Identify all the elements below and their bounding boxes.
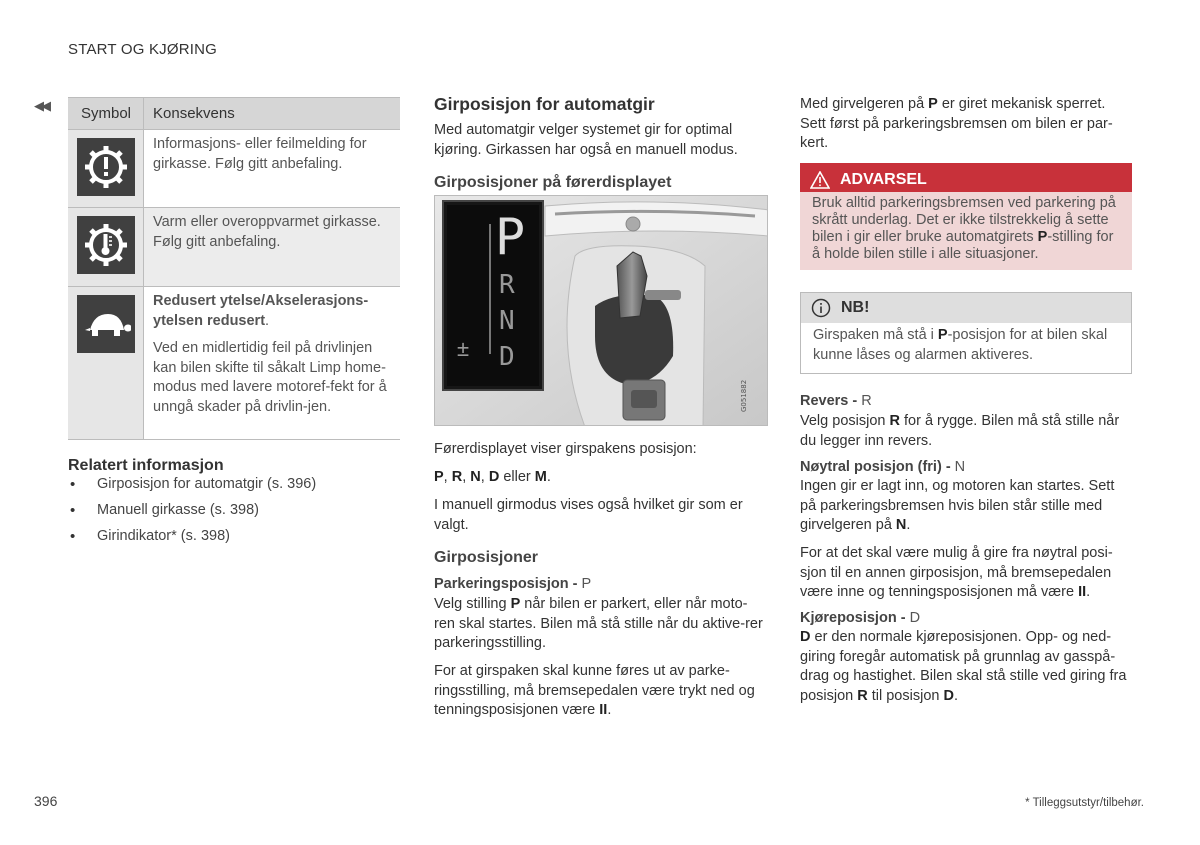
note-title: NB!: [841, 299, 870, 317]
gear-r-label: R: [499, 270, 515, 300]
table-header: [68, 97, 400, 129]
park-paragraph-2: For at girspaken skal kunne føres ut av parke-ringsstilling, må bremsepedalen være trykt ned og tenningsposisjonen være II.: [434, 663, 755, 718]
back-arrows-icon[interactable]: ◀◀: [34, 98, 48, 113]
neutral-title: Nøytral posisjon (fri) - N: [800, 459, 966, 475]
warning-box: [800, 163, 1132, 270]
subheading-positions: Girposisjoner: [434, 549, 539, 566]
intro-text: Med automatgir velger systemet gir for optimal kjøring. Girkassen har også en manuell modus.: [434, 122, 738, 158]
reverse-title: Revers - R: [800, 393, 872, 409]
related-link[interactable]: • Girindikator* (s. 398): [68, 528, 316, 554]
table-row: [68, 207, 400, 286]
warning-triangle-icon: [810, 171, 830, 189]
park-lock-paragraph: Med girvelgeren på P er giret mekanisk sperret. Sett først på parkeringsbremsen om bilen er par-kert.: [800, 96, 1113, 151]
reverse-paragraph: Velg posisjon R for å rygge. Bilen må stå stille når du legger inn revers.: [800, 413, 1120, 449]
column-header-consequence: Konsekvens: [153, 105, 235, 122]
consequence-text: Informasjons- eller feilmelding for girkasse. Følg gitt anbefaling.: [153, 136, 367, 172]
gear-positions-list: P, R, N, D eller M.: [434, 469, 551, 485]
related-info-title: Relatert informasjon: [68, 457, 224, 474]
warning-title: ADVARSEL: [840, 170, 927, 188]
table-row: [68, 129, 400, 207]
gear-track-line: [489, 224, 491, 354]
page-title: Girposisjon for automatgir: [434, 94, 655, 114]
gear-selector-illustration: [434, 195, 768, 426]
park-paragraph-1: Velg stilling P når bilen er parkert, eller når moto-ren skal startes. Bilen må stå stille når du aktive-rer parkeringsstilling.: [434, 596, 763, 651]
manual-mode-text: I manuell girmodus vises også hvilket gir som er valgt.: [434, 497, 743, 533]
footnote: * Tilleggsutstyr/tilbehør.: [1025, 797, 1144, 809]
consequence-text: Ved en midlertidig feil på drivlinjen kan bilen skifte til såkalt Limp home-modus med lavere motoref-fekt for å unngå skader på drivlin-jen.: [153, 340, 387, 415]
related-link[interactable]: • Girposisjon for automatgir (s. 396): [68, 476, 316, 502]
page-number: 396: [34, 793, 58, 809]
subheading-display: Girposisjoner på førerdisplayet: [434, 174, 672, 191]
gear-n-label: N: [499, 306, 515, 336]
note-box: [800, 292, 1132, 374]
drive-paragraph: D er den normale kjøreposisjonen. Opp- og ned-giring foregår automatisk på grunnlag av gasspå-drag og hastighet. Bilen skal stå stille ved giring fra posisjon R til posisjon D.: [800, 629, 1127, 704]
gear-exclamation-icon: [77, 138, 135, 196]
symbol-table: [68, 97, 400, 440]
manual-plus-minus-label: ±: [457, 336, 470, 361]
consequence-text: Varm eller overoppvarmet girkasse. Følg gitt anbefaling.: [144, 208, 400, 286]
image-code: G051882: [740, 379, 748, 412]
reduced-performance-title: Redusert ytelse/Akselerasjons-ytelsen redusert.: [153, 293, 369, 329]
table-row: [68, 286, 400, 440]
gear-thermometer-icon: [77, 216, 135, 274]
neutral-paragraph-2: For at det skal være mulig å gire fra nøytral posi-sjon til en annen girposisjon, må bremsepedalen være inne og tenningsposisjonen må være II.: [800, 545, 1113, 600]
image-caption: Førerdisplayet viser girspakens posisjon:: [434, 441, 697, 457]
section-header: START OG KJØRING: [68, 41, 218, 58]
related-info-list: [68, 476, 316, 554]
park-title: Parkeringsposisjon - P: [434, 576, 592, 592]
drive-title: Kjøreposisjon - D: [800, 610, 921, 626]
gear-p-label: P: [495, 208, 526, 266]
related-link[interactable]: • Manuell girkasse (s. 398): [68, 502, 316, 528]
gear-d-label: D: [499, 342, 515, 372]
neutral-paragraph: Ingen gir er lagt inn, og motoren kan startes. Sett på parkeringsbremsen hvis bilen står stille med girvelgeren på N.: [800, 478, 1115, 533]
warning-text: Bruk alltid parkeringsbremsen ved parkering på skrått underlag. Det er ikke tilstrekkelig å sette bilen i gir eller bruke automatgirets P-stilling for å holde bilen stille i alle situasjoner.: [800, 192, 1132, 270]
info-icon: [811, 298, 831, 318]
turtle-icon: [77, 295, 135, 353]
note-text: Girspaken må stå i P-posisjon for at bilen skal kunne låses og alarmen aktiveres.: [813, 327, 1108, 363]
column-header-symbol: Symbol: [68, 98, 144, 129]
